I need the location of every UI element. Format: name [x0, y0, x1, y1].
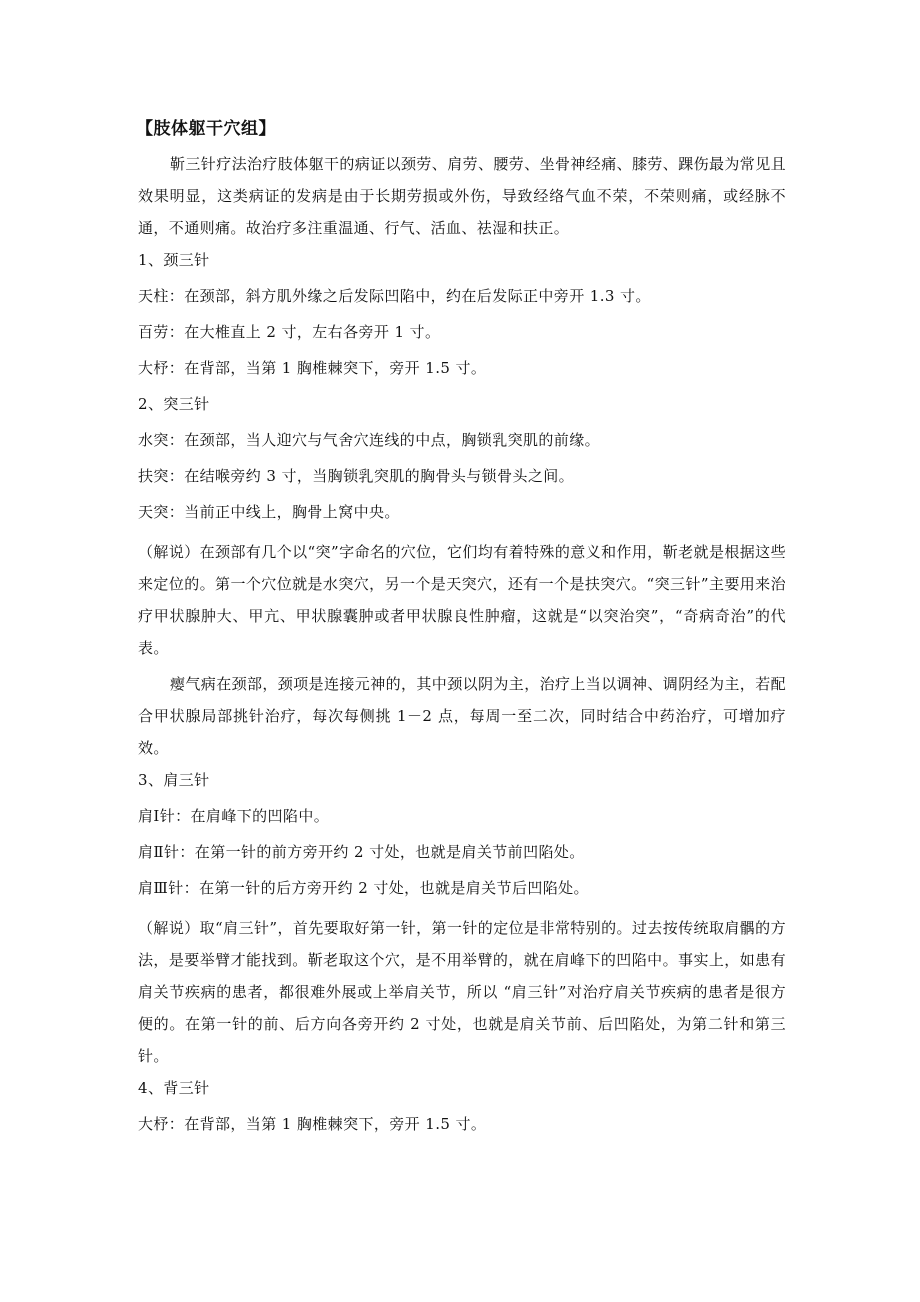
goiter-paragraph: 瘿气病在颈部，颈项是连接元神的，其中颈以阴为主，治疗上当以调神、调阴经为主，若配合甲状腺局部挑针治疗，每次每侧挑 1－2 点，每周一至二次，同时结合中药治疗，可增加疗效。: [138, 675, 787, 757]
heading-tu-three-needles: 2、突三针: [138, 395, 210, 413]
heading-back-three-needles: 4、背三针: [138, 1079, 210, 1097]
point-shuitu: 水突：在颈部，当人迎穴与气舍穴连线的中点，胸锁乳突肌的前缘。: [138, 431, 601, 449]
point-tiantu: 天突：当前正中线上，胸骨上窝中央。: [138, 503, 400, 521]
point-shoulder-2: 肩Ⅱ针：在第一针的前方旁开约 2 寸处，也就是肩关节前凹陷处。: [138, 843, 585, 861]
section-title: 【肢体躯干穴组】: [136, 119, 276, 139]
tu-explanation: （解说）在颈部有几个以“突”字命名的穴位，它们均有着特殊的意义和作用，靳老就是根据这些来定位的。第一个穴位就是水突穴，另一个是天突穴，还有一个是扶突穴。“突三针”主要用来治疗甲状腺肿大、甲亢、甲状腺囊肿或者甲状腺良性肿瘤，这就是“以突治突”，“奇病奇治”的代表。: [138, 543, 786, 657]
point-shoulder-1: 肩Ⅰ针：在肩峰下的凹陷中。: [138, 807, 330, 825]
heading-shoulder-three-needles: 3、肩三针: [138, 771, 210, 789]
point-dazhu: 大杼：在背部，当第 1 胸椎棘突下，旁开 1.5 寸。: [138, 359, 487, 377]
shoulder-explanation: （解说）取“肩三针”，首先要取好第一针，第一针的定位是非常特别的。过去按传统取肩髃的方法，是要举臂才能找到。靳老取这个穴，是不用举臂的，就在肩峰下的凹陷中。事实上，如患有肩关节疾病的患者，都很难外展或上举肩关节，所以 “肩三针”对治疗肩关节疾病的患者是很方便的。在第一针的前、后方向各旁开约 2 寸处，也就是肩关节前、后凹陷处，为第二针和第三针。: [138, 919, 786, 1065]
point-bailao: 百劳：在大椎直上 2 寸，左右各旁开 1 寸。: [138, 323, 441, 341]
point-dazhu-back: 大杼：在背部，当第 1 胸椎棘突下，旁开 1.5 寸。: [138, 1115, 487, 1133]
document-page: [138, 112, 786, 1148]
point-futu: 扶突：在结喉旁约 3 寸，当胸锁乳突肌的胸骨头与锁骨头之间。: [138, 467, 575, 485]
heading-neck-three-needles: 1、颈三针: [138, 251, 210, 269]
point-shoulder-3: 肩Ⅲ针：在第一针的后方旁开约 2 寸处，也就是肩关节后凹陷处。: [138, 879, 589, 897]
point-tianzhu: 天柱：在颈部，斜方肌外缘之后发际凹陷中，约在后发际正中旁开 1.3 寸。: [138, 287, 651, 305]
intro-paragraph: 靳三针疗法治疗肢体躯干的病证以颈劳、肩劳、腰劳、坐骨神经痛、膝劳、踝伤最为常见且效果明显，这类病证的发病是由于长期劳损或外伤，导致经络气血不荣，不荣则痛，或经脉不通，不通则痛。故治疗多注重温通、行气、活血、祛湿和扶正。: [138, 155, 787, 237]
